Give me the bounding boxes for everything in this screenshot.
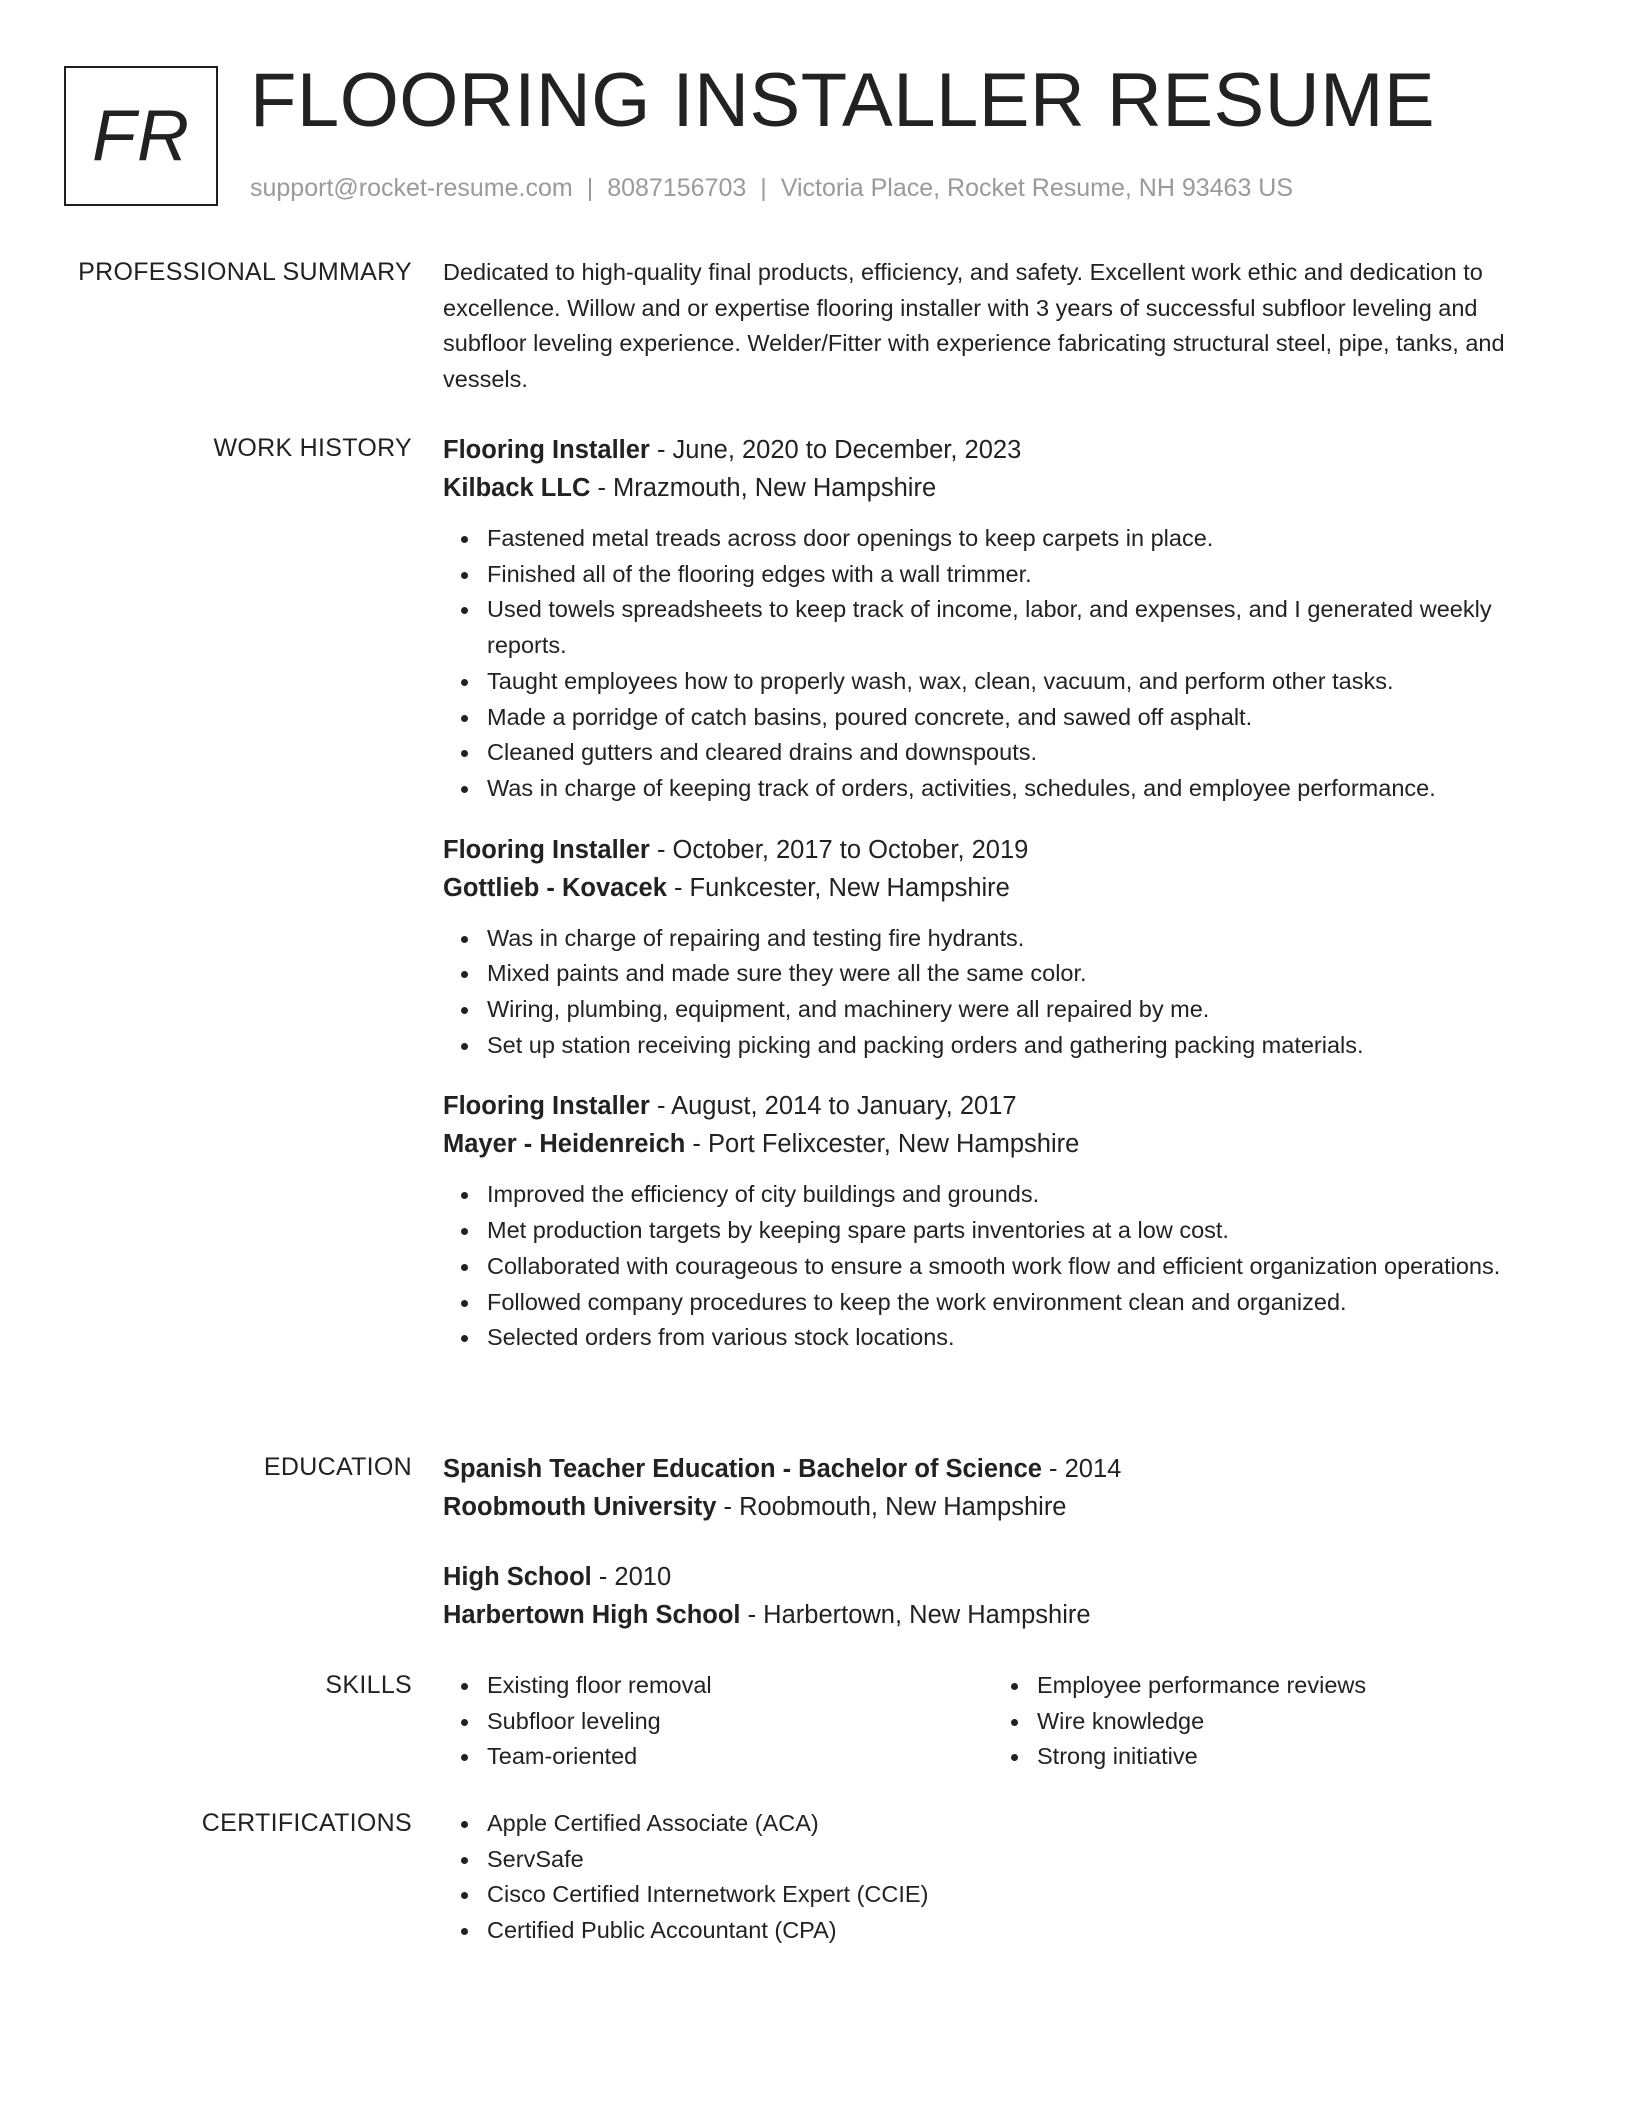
contact-email: support@rocket-resume.com bbox=[250, 174, 573, 202]
job-bullet: Met production targets by keeping spare parts inventories at a low cost. bbox=[487, 1213, 1543, 1249]
job-bullet: Followed company procedures to keep the work environment clean and organized. bbox=[487, 1285, 1543, 1321]
education-degree: High School bbox=[443, 1563, 592, 1591]
skill-item: Subfloor leveling bbox=[487, 1704, 993, 1740]
monogram-initials: FR bbox=[92, 96, 190, 176]
job-bullets bbox=[443, 521, 1543, 807]
job-bullet: Finished all of the flooring edges with a wall trimmer. bbox=[487, 557, 1543, 593]
job-title: Flooring Installer bbox=[443, 436, 650, 464]
education-year: - 2010 bbox=[591, 1563, 672, 1591]
resume-title: FLOORING INSTALLER RESUME bbox=[250, 58, 1436, 143]
job-title-line bbox=[443, 831, 1543, 869]
education-location: - Harbertown, New Hampshire bbox=[740, 1601, 1091, 1629]
job-company: Mayer - Heidenreich bbox=[443, 1130, 686, 1159]
job-bullet: Cleaned gutters and cleared drains and downspouts. bbox=[487, 735, 1543, 771]
section-label-work-history: WORK HISTORY bbox=[213, 434, 412, 462]
job-bullet: Made a porridge of catch basins, poured concrete, and sawed off asphalt. bbox=[487, 700, 1543, 736]
education-entry bbox=[443, 1558, 1543, 1634]
skills-list-col1 bbox=[443, 1668, 993, 1775]
job-location: - Funkcester, New Hampshire bbox=[666, 873, 1010, 902]
job-entry bbox=[443, 831, 1543, 1064]
education-entry bbox=[443, 1450, 1543, 1526]
education-school-line bbox=[443, 1596, 1543, 1634]
skills-columns bbox=[443, 1668, 1543, 1775]
job-bullet: Collaborated with courageous to ensure a smooth work flow and efficient organization operations. bbox=[487, 1249, 1543, 1285]
job-company: Kilback LLC bbox=[443, 474, 591, 502]
certification-item: Cisco Certified Internetwork Expert (CCIE) bbox=[487, 1877, 1543, 1913]
education-school-line bbox=[443, 1488, 1543, 1526]
job-bullet: Taught employees how to properly wash, wax, clean, vacuum, and perform other tasks. bbox=[487, 664, 1543, 700]
job-entry bbox=[443, 1087, 1543, 1356]
contact-separator: | bbox=[586, 174, 594, 202]
skill-item: Team-oriented bbox=[487, 1739, 993, 1775]
skill-item: Existing floor removal bbox=[487, 1668, 993, 1704]
certifications-list bbox=[443, 1806, 1543, 1949]
education-school: Harbertown High School bbox=[443, 1601, 741, 1629]
certifications-body bbox=[443, 1806, 1543, 1949]
job-company-line bbox=[443, 869, 1543, 907]
summary-text: Dedicated to high-quality final products, efficiency, and safety. Excellent work ethic and dedication to excellence. Willow and or expertise flooring installer with 3 years of successful subfloor leveling and subfloor leveling experience. Welder/Fitter with experience fabricating structural steel, pipe, tanks, and vessels. bbox=[443, 259, 1505, 392]
job-company: Gottlieb - Kovacek bbox=[443, 873, 667, 902]
job-title-line bbox=[443, 1087, 1543, 1125]
education-body bbox=[443, 1450, 1543, 1666]
skill-item: Wire knowledge bbox=[1037, 1704, 1543, 1740]
job-title-line bbox=[443, 431, 1543, 469]
job-bullet: Set up station receiving picking and packing orders and gathering packing materials. bbox=[487, 1028, 1543, 1064]
job-bullet: Was in charge of repairing and testing fire hydrants. bbox=[487, 921, 1543, 957]
work-history-body bbox=[443, 431, 1543, 1380]
job-dates: - August, 2014 to January, 2017 bbox=[649, 1092, 1017, 1121]
job-dates: - October, 2017 to October, 2019 bbox=[649, 835, 1029, 864]
contact-separator: | bbox=[760, 174, 767, 202]
job-bullet: Mixed paints and made sure they were all the same color. bbox=[487, 956, 1543, 992]
job-bullet: Selected orders from various stock locations. bbox=[487, 1320, 1543, 1356]
contact-line bbox=[250, 172, 1293, 204]
certification-item: Apple Certified Associate (ACA) bbox=[487, 1806, 1543, 1842]
job-location: - Mrazmouth, New Hampshire bbox=[590, 474, 937, 502]
skill-item: Strong initiative bbox=[1037, 1739, 1543, 1775]
education-degree: Spanish Teacher Education - Bachelor of Science bbox=[443, 1455, 1042, 1483]
job-bullet: Was in charge of keeping track of orders, activities, schedules, and employee performance. bbox=[487, 771, 1543, 807]
job-company-line bbox=[443, 469, 1543, 507]
summary-body bbox=[443, 255, 1543, 397]
job-bullet: Used towels spreadsheets to keep track of income, labor, and expenses, and I generated weekly reports. bbox=[487, 592, 1543, 663]
job-bullets bbox=[443, 921, 1543, 1064]
skills-list-col2 bbox=[993, 1668, 1543, 1775]
skill-item: Employee performance reviews bbox=[1037, 1668, 1543, 1704]
education-school: Roobmouth University bbox=[443, 1493, 717, 1521]
section-label-certifications: CERTIFICATIONS bbox=[201, 1809, 412, 1837]
job-dates: - June, 2020 to December, 2023 bbox=[649, 436, 1022, 464]
job-bullets bbox=[443, 1177, 1543, 1356]
education-location: - Roobmouth, New Hampshire bbox=[716, 1493, 1067, 1521]
job-title: Flooring Installer bbox=[443, 1092, 650, 1121]
section-label-education: EDUCATION bbox=[263, 1453, 412, 1481]
job-location: - Port Felixcester, New Hampshire bbox=[685, 1130, 1080, 1159]
education-year: - 2014 bbox=[1041, 1455, 1122, 1483]
job-bullet: Fastened metal treads across door openings to keep carpets in place. bbox=[487, 521, 1543, 557]
job-bullet: Improved the efficiency of city buildings and grounds. bbox=[487, 1177, 1543, 1213]
education-degree-line bbox=[443, 1450, 1543, 1488]
section-label-skills: SKILLS bbox=[325, 1671, 412, 1699]
job-bullet: Wiring, plumbing, equipment, and machinery were all repaired by me. bbox=[487, 992, 1543, 1028]
certification-item: Certified Public Accountant (CPA) bbox=[487, 1913, 1543, 1949]
contact-phone: 8087156703 bbox=[607, 174, 747, 202]
education-degree-line bbox=[443, 1558, 1543, 1596]
job-company-line bbox=[443, 1125, 1543, 1163]
section-label-summary: PROFESSIONAL SUMMARY bbox=[78, 258, 412, 286]
contact-address: Victoria Place, Rocket Resume, NH 93463 US bbox=[780, 174, 1294, 202]
certification-item: ServSafe bbox=[487, 1842, 1543, 1878]
monogram-box bbox=[64, 66, 218, 206]
job-entry bbox=[443, 431, 1543, 807]
skills-body bbox=[443, 1668, 1543, 1775]
job-title: Flooring Installer bbox=[443, 835, 650, 864]
